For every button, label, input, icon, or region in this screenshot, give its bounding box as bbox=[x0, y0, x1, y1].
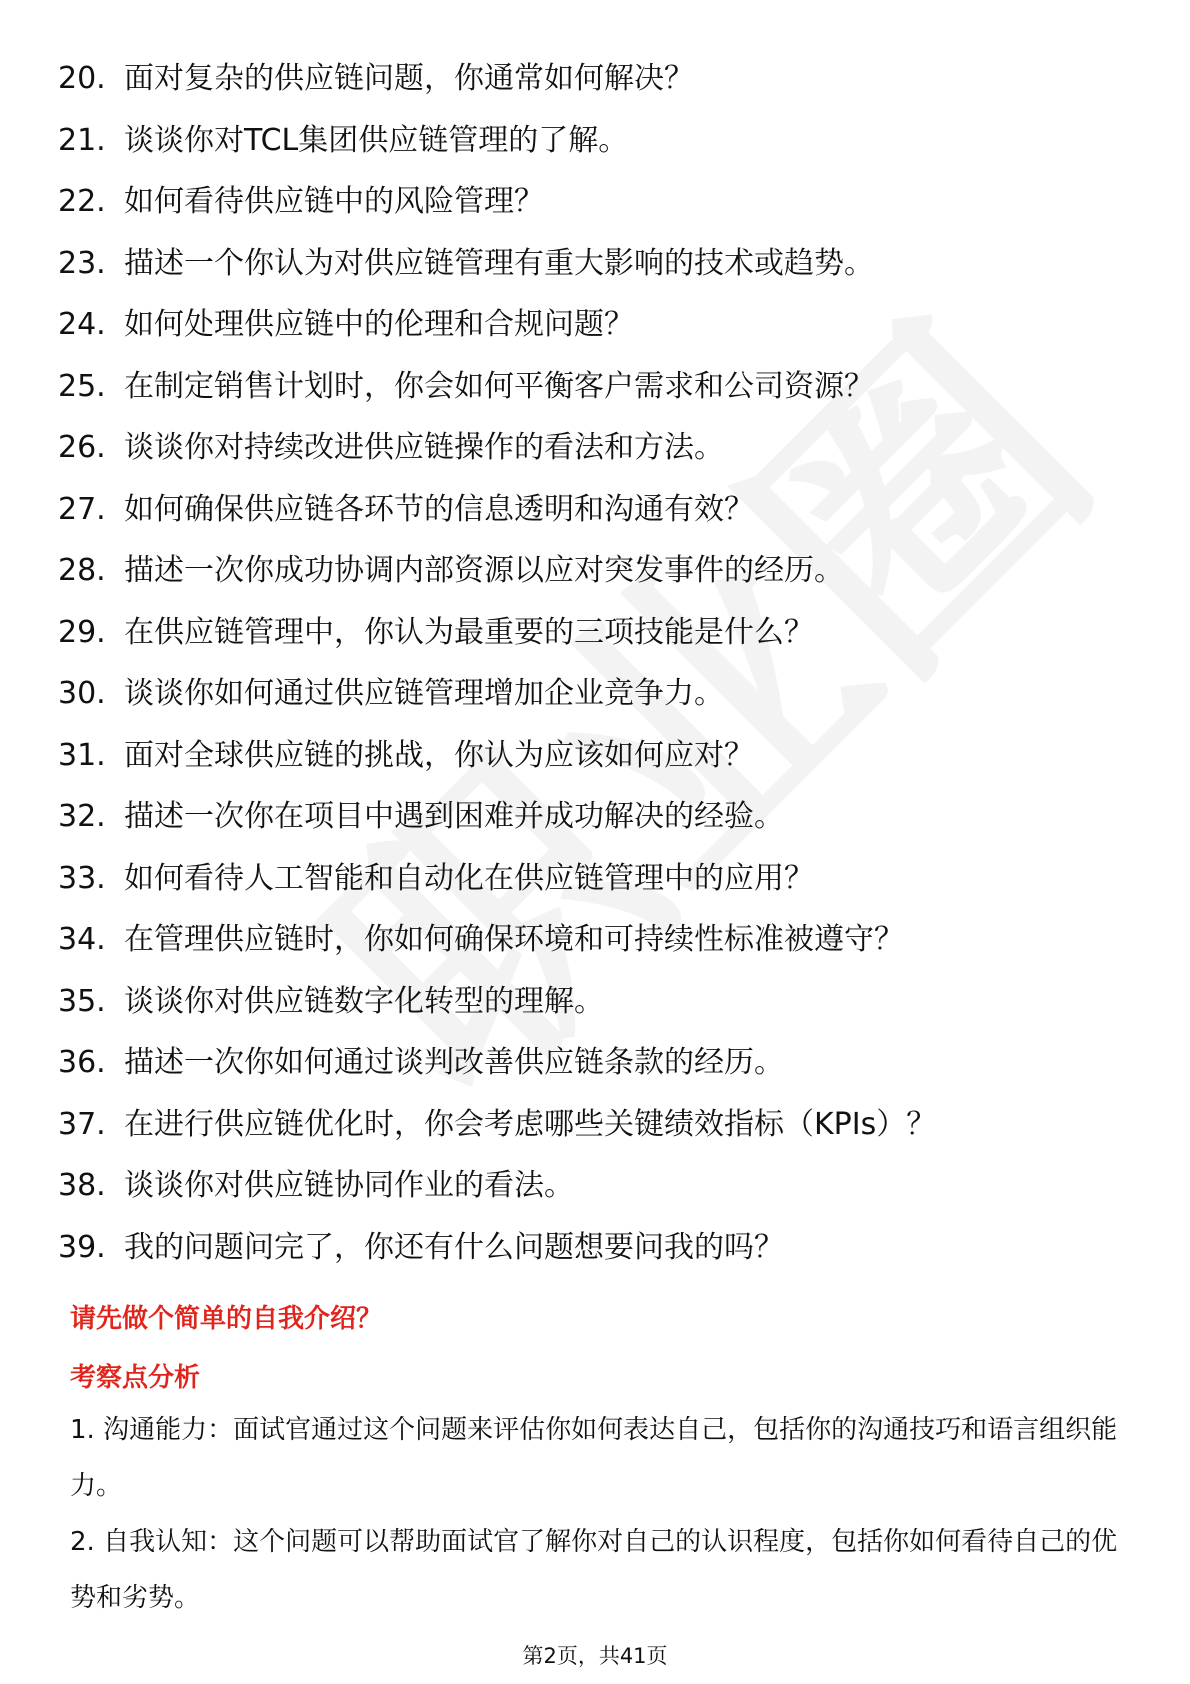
list-item bbox=[58, 233, 1138, 295]
analysis-heading: 考察点分析 bbox=[70, 1363, 201, 1393]
list-item bbox=[58, 48, 1138, 110]
question-number: 21. bbox=[58, 122, 106, 158]
list-item bbox=[58, 1094, 1138, 1156]
question-text: 谈谈你对供应链协同作业的看法。 bbox=[124, 1168, 574, 1203]
question-text: 面对全球供应链的挑战，你认为应该如何应对？ bbox=[124, 737, 754, 773]
question-number: 36. bbox=[58, 1045, 106, 1080]
analysis-body bbox=[70, 1402, 1130, 1626]
question-text: 面对复杂的供应链问题，你通常如何解决？ bbox=[124, 61, 694, 96]
list-item bbox=[58, 356, 1138, 418]
question-number: 26. bbox=[58, 430, 106, 465]
question-number: 27. bbox=[58, 491, 106, 527]
list-item bbox=[58, 540, 1138, 602]
list-item bbox=[58, 294, 1138, 356]
list-item bbox=[58, 663, 1138, 725]
question-text: 描述一次你如何通过谈判改善供应链条款的经历。 bbox=[124, 1045, 784, 1080]
question-text: 谈谈你对TCL集团供应链管理的了解。 bbox=[124, 122, 629, 158]
question-text: 描述一次你在项目中遇到困难并成功解决的经验。 bbox=[124, 799, 784, 834]
section-question-heading: 请先做个简单的自我介绍？ bbox=[70, 1304, 383, 1334]
list-item bbox=[58, 1155, 1138, 1217]
question-number: 23. bbox=[58, 245, 106, 281]
question-text: 如何看待供应链中的风险管理？ bbox=[124, 184, 544, 219]
question-number: 22. bbox=[58, 184, 106, 219]
question-number: 30. bbox=[58, 676, 106, 711]
question-list bbox=[58, 48, 1138, 1278]
question-number: 20. bbox=[58, 61, 106, 96]
question-number: 31. bbox=[58, 737, 106, 773]
question-text: 描述一个你认为对供应链管理有重大影响的技术或趋势。 bbox=[124, 245, 874, 281]
list-item bbox=[58, 479, 1138, 541]
question-number: 29. bbox=[58, 614, 106, 650]
list-item bbox=[58, 971, 1138, 1033]
question-number: 32. bbox=[58, 799, 106, 834]
list-item bbox=[58, 171, 1138, 233]
question-text: 在进行供应链优化时，你会考虑哪些关键绩效指标（KPIs）？ bbox=[124, 1106, 937, 1142]
question-text: 如何确保供应链各环节的信息透明和沟通有效？ bbox=[124, 491, 754, 527]
question-text: 谈谈你如何通过供应链管理增加企业竞争力。 bbox=[124, 676, 724, 711]
question-number: 37. bbox=[58, 1106, 106, 1142]
list-item bbox=[58, 110, 1138, 172]
analysis-point: 1. 沟通能力：面试官通过这个问题来评估你如何表达自己，包括你的沟通技巧和语言组织能力。 bbox=[70, 1415, 1118, 1501]
question-number: 38. bbox=[58, 1168, 106, 1203]
question-number: 34. bbox=[58, 922, 106, 957]
list-item bbox=[58, 1217, 1138, 1279]
list-item bbox=[58, 786, 1138, 848]
question-text: 谈谈你对持续改进供应链操作的看法和方法。 bbox=[124, 430, 724, 465]
list-item bbox=[58, 909, 1138, 971]
analysis-point: 2. 自我认知：这个问题可以帮助面试官了解你对自己的认识程度，包括你如何看待自己的优势和劣势。 bbox=[70, 1527, 1118, 1613]
list-item bbox=[58, 417, 1138, 479]
question-number: 25. bbox=[58, 368, 106, 404]
question-number: 33. bbox=[58, 860, 106, 896]
question-text: 在管理供应链时，你如何确保环境和可持续性标准被遵守？ bbox=[124, 922, 904, 957]
question-text: 我的问题问完了，你还有什么问题想要问我的吗？ bbox=[124, 1229, 784, 1265]
question-text: 如何看待人工智能和自动化在供应链管理中的应用？ bbox=[124, 860, 814, 896]
list-item bbox=[58, 848, 1138, 910]
question-text: 在制定销售计划时，你会如何平衡客户需求和公司资源？ bbox=[124, 368, 874, 404]
list-item bbox=[58, 725, 1138, 787]
question-number: 39. bbox=[58, 1229, 106, 1265]
list-item bbox=[58, 602, 1138, 664]
question-number: 28. bbox=[58, 553, 106, 588]
question-text: 谈谈你对供应链数字化转型的理解。 bbox=[124, 983, 604, 1019]
list-item bbox=[58, 1032, 1138, 1094]
question-text: 描述一次你成功协调内部资源以应对突发事件的经历。 bbox=[124, 553, 844, 588]
question-text: 如何处理供应链中的伦理和合规问题？ bbox=[124, 307, 634, 342]
question-number: 24. bbox=[58, 307, 106, 342]
question-text: 在供应链管理中，你认为最重要的三项技能是什么？ bbox=[124, 614, 814, 650]
question-number: 35. bbox=[58, 983, 106, 1019]
page-footer: 第2页，共41页 bbox=[522, 1644, 668, 1668]
